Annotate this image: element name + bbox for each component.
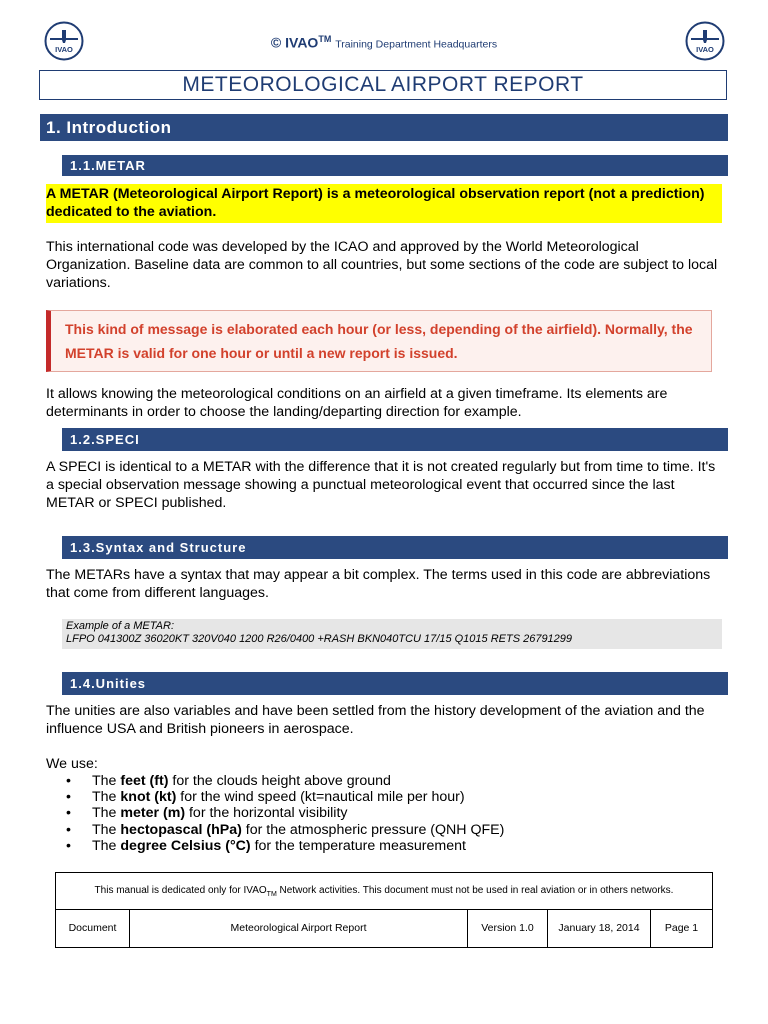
footer-date: January 18, 2014 — [548, 910, 651, 947]
list-item: • The meter (m) for the horizontal visibility — [66, 805, 348, 822]
metar-definition — [46, 184, 726, 223]
speci-paragraph: A SPECI is identical to a METAR with the difference that it is not created regularly but from time to time. It's a special observation message showing a punctual meteorological event that occurred since the last METAR or SPECI published. — [46, 459, 716, 511]
example-code: LFPO 041300Z 36020KT 320V040 1200 R26/0400 +RASH BKN040TCU 17/15 Q1015 RETS 26791299 — [66, 633, 573, 645]
list-item: • The knot (kt) for the wind speed (kt=nautical mile per hour) — [66, 789, 465, 806]
metar-paragraph-1: This international code was developed by the ICAO and approved by the World Meteorological Organization. Baseline data are common to all countries, but some sections of the code are subject to local variations. — [46, 239, 718, 291]
subsection-heading-syntax: 1.3.Syntax and Structure — [62, 536, 728, 559]
section-heading-introduction: 1. Introduction — [40, 114, 728, 141]
subsection-heading-unities: 1.4.Unities — [62, 672, 728, 695]
metar-highlight: A METAR (Meteorological Airport Report) is a meteorological observation report (not a prediction) dedicated to the aviation. — [46, 184, 722, 223]
metar-callout: This kind of message is elaborated each hour (or less, depending of the airfield). Normally, the METAR is valid for one hour or until a new report is issued. — [46, 310, 712, 372]
footer-document-label: Document — [56, 910, 130, 947]
header-brand: © IVAO — [270, 34, 319, 51]
metar-paragraph-2: It allows knowing the meteorological conditions on an airfield at a given timeframe. Its elements are determinants in order to choose the landing/departing direction for example. — [46, 386, 668, 420]
logo-left-text: IVAO — [55, 45, 73, 54]
page-header — [0, 34, 768, 51]
page-footer — [55, 872, 713, 948]
footer-page-number: Page 1 — [664, 922, 699, 934]
unities-paragraph: The unities are also variables and have been settled from the history development of the aviation and the influence USA and British pioneers in aerospace. — [46, 703, 705, 737]
list-item: • The feet (ft) for the clouds height above ground — [66, 773, 391, 789]
list-item: • The degree Celsius (°C) for the temperature measurement — [66, 837, 466, 854]
logo-right-text: IVAO — [696, 45, 714, 54]
header-department: Training Department Headquarters — [335, 38, 498, 51]
metar-example-box — [62, 619, 722, 649]
footer-disclaimer: This manual is dedicated only for $IVAO_{TM}$ Network activities. This document must not be used in real aviation or in others networks. — [56, 873, 712, 910]
footer-version: Version 1.0 — [468, 910, 548, 947]
list-item: • The hectopascal (hPa) for the atmospheric pressure (QNH QFE) — [66, 821, 505, 838]
subsection-heading-metar: 1.1.METAR — [62, 155, 728, 176]
document-title: METEOROLOGICAL AIRPORT REPORT — [39, 70, 727, 100]
syntax-paragraph: The METARs have a syntax that may appear a bit complex. The terms used in this code are abbreviations that come from different languages. — [46, 567, 711, 601]
footer-document-title: Meteorological Airport Report — [130, 910, 468, 947]
we-use-label: We use: — [46, 756, 98, 772]
example-label: Example of a METAR: — [66, 620, 174, 632]
subsection-heading-speci: 1.2.SPECI — [62, 428, 728, 451]
unit-list — [64, 773, 704, 854]
header-trademark: TM — [318, 34, 332, 44]
